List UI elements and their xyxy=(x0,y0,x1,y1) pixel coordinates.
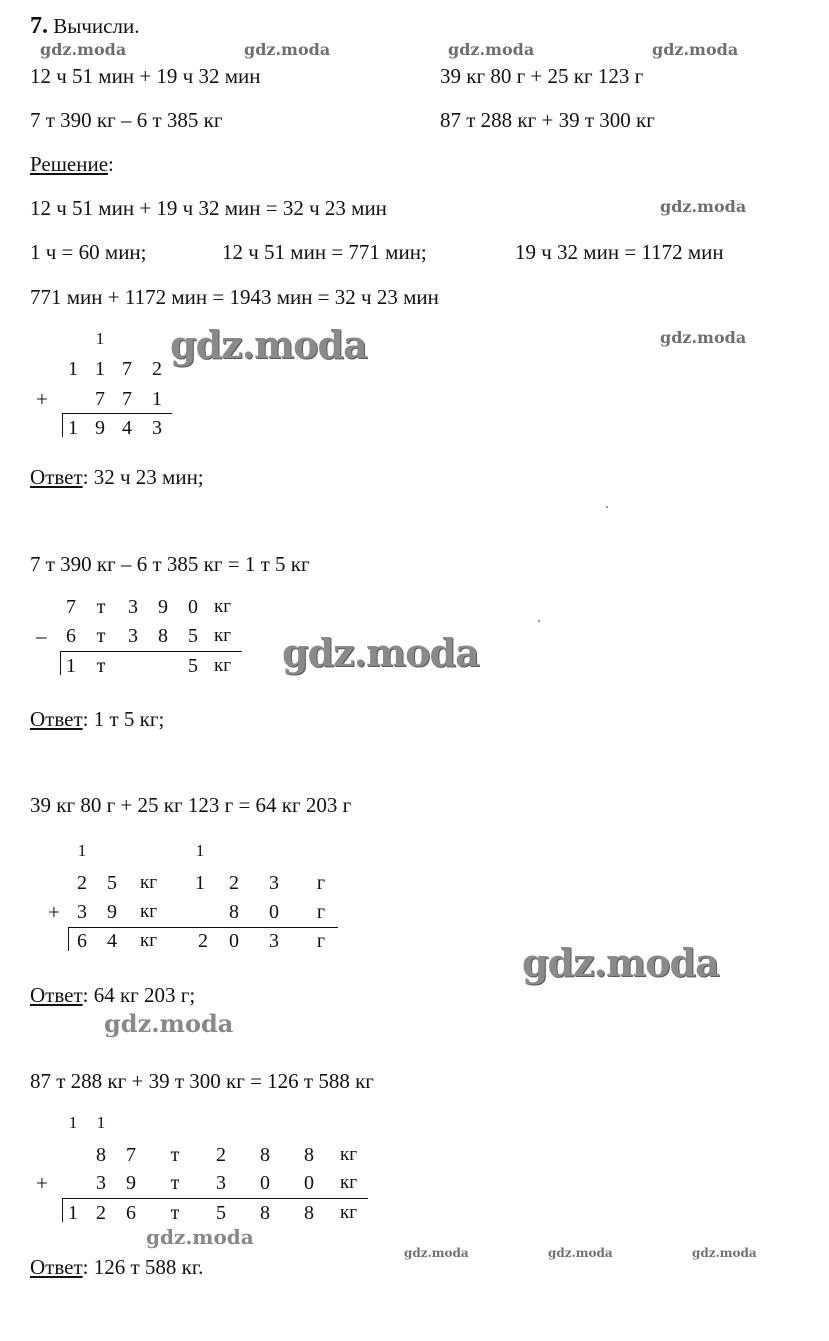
digit: 5 xyxy=(188,625,198,647)
s1-sum: 771 мин + 1172 мин = 1943 мин = 32 ч 23 мин xyxy=(30,285,439,309)
solution-colon: : xyxy=(108,152,114,176)
digit: 8 xyxy=(96,1144,106,1166)
watermark: gdz.moda xyxy=(660,197,747,216)
digit: 2 xyxy=(198,930,208,952)
carry-digit: 1 xyxy=(95,329,105,348)
s1-conversion-3: 19 ч 32 мин = 1172 мин xyxy=(515,240,724,264)
digit: 3 xyxy=(128,596,138,618)
digit: 9 xyxy=(126,1172,136,1194)
sum-line xyxy=(68,927,338,928)
unit: г xyxy=(316,930,326,952)
s3-equation: 39 кг 80 г + 25 кг 123 г = 64 кг 203 г xyxy=(30,793,352,817)
speck xyxy=(606,506,608,508)
carry-digit: 1 xyxy=(96,1113,106,1132)
unit: т xyxy=(96,625,106,647)
watermark: gdz.moda xyxy=(692,1246,757,1260)
s1-conversion-2: 12 ч 51 мин = 771 мин; xyxy=(222,240,427,264)
s1-conversion-1: 1 ч = 60 мин; xyxy=(30,240,147,264)
unit: кг xyxy=(214,596,232,617)
digit: 3 xyxy=(152,417,162,439)
digit: 8 xyxy=(304,1202,314,1224)
difference-line xyxy=(60,651,242,652)
digit: 1 xyxy=(195,872,205,894)
digit: 0 xyxy=(269,901,279,923)
digit: 5 xyxy=(188,655,198,677)
watermark: gdz.moda xyxy=(404,1246,469,1260)
s2-answer xyxy=(30,707,164,731)
solution-label: Решение xyxy=(30,152,109,176)
digit: 0 xyxy=(229,930,239,952)
digit: 1 xyxy=(68,1202,78,1224)
s3-answer xyxy=(30,983,195,1007)
answer-text: : 32 ч 23 мин; xyxy=(82,465,204,489)
digit: 0 xyxy=(260,1172,270,1194)
digit: 3 xyxy=(96,1172,106,1194)
digit: 0 xyxy=(188,596,198,618)
task-2: 39 кг 80 г + 25 кг 123 г xyxy=(440,64,644,88)
digit: 3 xyxy=(269,930,279,952)
s4-equation: 87 т 288 кг + 39 т 300 кг = 126 т 588 кг xyxy=(30,1069,374,1093)
carry-digit: 1 xyxy=(195,841,205,860)
exercise-title: Вычисли. xyxy=(53,14,140,38)
unit: г xyxy=(316,901,326,923)
solution-heading xyxy=(30,152,114,176)
digit: 3 xyxy=(128,625,138,647)
task-3: 7 т 390 кг – 6 т 385 кг xyxy=(30,108,223,132)
unit: т xyxy=(96,596,106,618)
watermark: gdz.moda xyxy=(40,40,127,59)
watermark: gdz.moda xyxy=(652,40,739,59)
unit: кг xyxy=(214,625,232,646)
digit: 8 xyxy=(304,1144,314,1166)
watermark: gdz.moda xyxy=(448,40,535,59)
watermark: gdz.moda xyxy=(282,630,479,675)
digit: 2 xyxy=(216,1144,226,1166)
plus-sign: + xyxy=(36,387,48,411)
s2-equation: 7 т 390 кг – 6 т 385 кг = 1 т 5 кг xyxy=(30,552,310,576)
s4-answer xyxy=(30,1255,203,1279)
plus-sign: + xyxy=(36,1171,48,1195)
digit: 2 xyxy=(77,872,87,894)
digit: 6 xyxy=(126,1202,136,1224)
digit: 2 xyxy=(96,1202,106,1224)
unit: т xyxy=(170,1172,180,1194)
digit: 8 xyxy=(229,901,239,923)
digit: 6 xyxy=(77,930,87,952)
answer-text: : 64 кг 203 г; xyxy=(82,983,196,1007)
answer-text: : 1 т 5 кг; xyxy=(82,707,165,731)
carry-digit: 1 xyxy=(68,1113,78,1132)
watermark: gdz.moda xyxy=(104,1009,234,1038)
unit: кг xyxy=(140,872,158,893)
carry-digit: 1 xyxy=(77,841,87,860)
unit: г xyxy=(316,872,326,894)
answer-label: Ответ xyxy=(30,465,83,489)
sum-line xyxy=(62,413,172,414)
digit: 1 xyxy=(68,417,78,439)
digit: 2 xyxy=(229,872,239,894)
speck xyxy=(538,620,540,622)
s1-answer xyxy=(30,465,204,489)
digit: 1 xyxy=(66,655,76,677)
watermark: gdz.moda xyxy=(244,40,331,59)
digit: 5 xyxy=(216,1202,226,1224)
digit: 7 xyxy=(126,1144,136,1166)
digit: 8 xyxy=(260,1202,270,1224)
answer-label: Ответ xyxy=(30,1255,83,1279)
task-1: 12 ч 51 мин + 19 ч 32 мин xyxy=(30,64,261,88)
minus-sign: – xyxy=(36,624,47,648)
digit: 7 xyxy=(66,596,76,618)
unit: кг xyxy=(140,930,158,951)
watermark: gdz.moda xyxy=(548,1246,613,1260)
unit: т xyxy=(96,655,106,677)
digit: 7 xyxy=(95,388,105,410)
digit: 6 xyxy=(66,625,76,647)
unit: кг xyxy=(340,1144,358,1165)
digit: 4 xyxy=(107,930,117,952)
task-4: 87 т 288 кг + 39 т 300 кг xyxy=(440,108,655,132)
digit: 8 xyxy=(260,1144,270,1166)
watermark: gdz.moda xyxy=(522,940,719,985)
unit: кг xyxy=(340,1172,358,1193)
unit: т xyxy=(170,1202,180,1224)
unit: кг xyxy=(140,901,158,922)
digit: 9 xyxy=(95,417,105,439)
digit: 5 xyxy=(107,872,117,894)
answer-text: : 126 т 588 кг. xyxy=(82,1255,204,1279)
digit: 8 xyxy=(158,625,168,647)
watermark: gdz.moda xyxy=(170,322,367,367)
digit: 7 xyxy=(122,388,132,410)
answer-label: Ответ xyxy=(30,707,83,731)
digit: 1 xyxy=(68,358,78,380)
unit: кг xyxy=(340,1202,358,1223)
answer-label: Ответ xyxy=(30,983,83,1007)
digit: 1 xyxy=(152,388,162,410)
exercise-heading xyxy=(30,14,139,38)
digit: 0 xyxy=(304,1172,314,1194)
watermark: gdz.moda xyxy=(660,328,747,347)
plus-sign: + xyxy=(48,900,60,924)
digit: 4 xyxy=(122,417,132,439)
digit: 3 xyxy=(216,1172,226,1194)
digit: 3 xyxy=(269,872,279,894)
column-bracket xyxy=(68,927,69,951)
exercise-number: 7. xyxy=(30,13,48,39)
digit: 2 xyxy=(152,358,162,380)
digit: 9 xyxy=(107,901,117,923)
unit: кг xyxy=(214,655,232,676)
digit: 1 xyxy=(95,358,105,380)
digit: 7 xyxy=(122,358,132,380)
digit: 9 xyxy=(158,596,168,618)
unit: т xyxy=(170,1144,180,1166)
digit: 3 xyxy=(77,901,87,923)
sum-line xyxy=(62,1198,368,1199)
s1-equation: 12 ч 51 мин + 19 ч 32 мин = 32 ч 23 мин xyxy=(30,196,387,220)
watermark: gdz.moda xyxy=(146,1225,254,1249)
